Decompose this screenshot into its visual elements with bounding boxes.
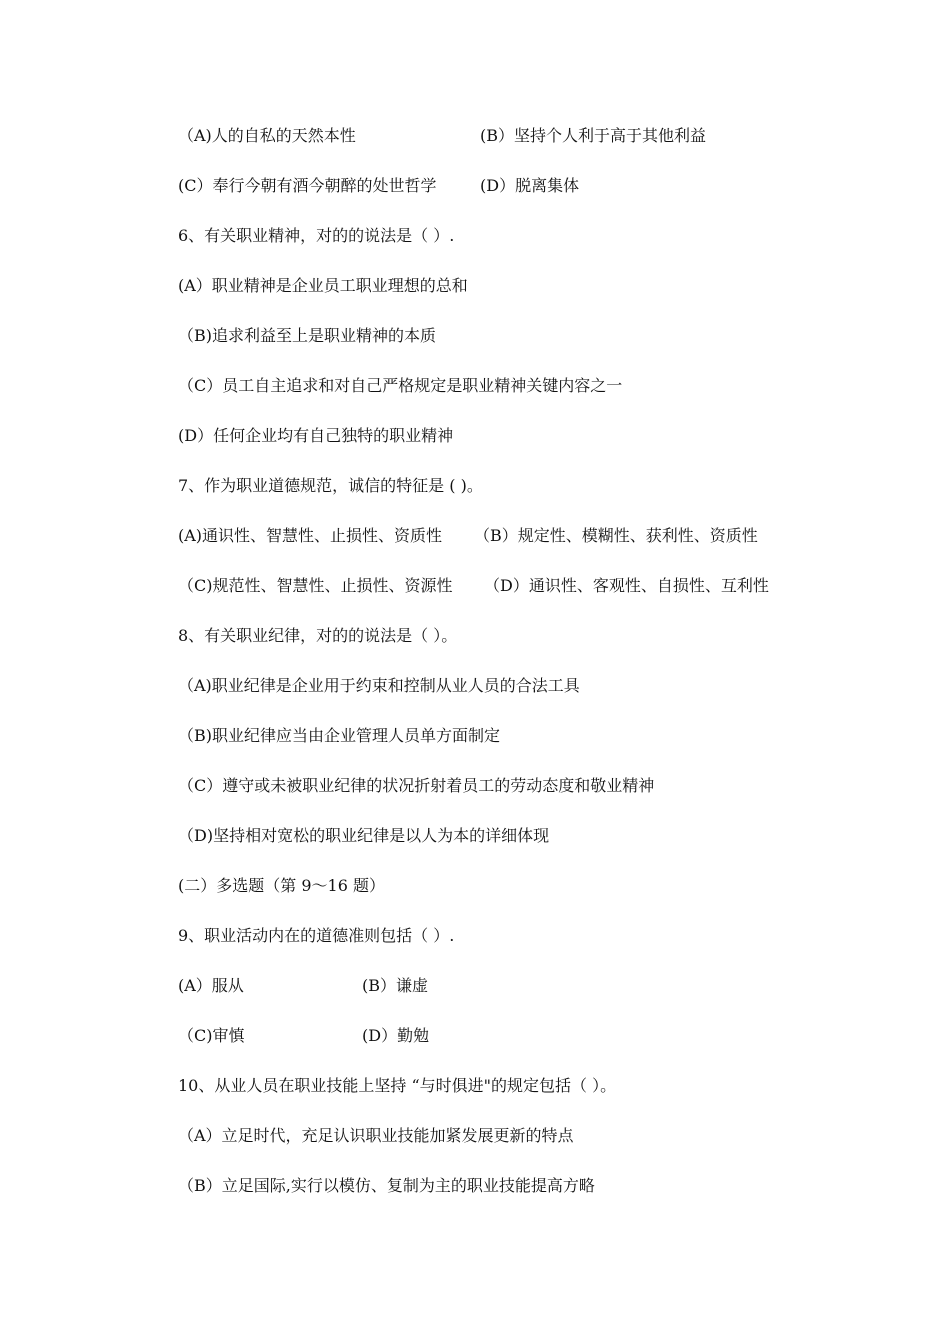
q5-option-a: （A)人的自私的天然本性 (178, 126, 356, 145)
q9-option-a: (A）服从 (178, 976, 244, 995)
q7-option-d: （D）通识性、客观性、自损性、互利性 (484, 576, 769, 595)
q5-option-c: (C）奉行今朝有酒今朝醉的处世哲学 (178, 176, 437, 195)
q7-option-a: (A)通识性、智慧性、止损性、资质性 (178, 526, 443, 545)
q10-option-b: （B）立足国际,实行以模仿、复制为主的职业技能提高方略 (178, 1176, 595, 1195)
q6-option-b: （B)追求利益至上是职业精神的本质 (178, 326, 437, 345)
q7-option-b: （B）规定性、模糊性、获利性、资质性 (474, 526, 758, 545)
section-heading-multiple-choice: (二）多选题（第 9～16 题） (178, 876, 385, 895)
q6-option-a: (A）职业精神是企业员工职业理想的总和 (178, 276, 468, 295)
q8-option-c: （C）遵守或未被职业纪律的状况折射着员工的劳动态度和敬业精神 (178, 776, 655, 795)
q8-option-a: （A)职业纪律是企业用于约束和控制从业人员的合法工具 (178, 676, 580, 695)
q7-option-c: （C)规范性、智慧性、止损性、资源性 (178, 576, 453, 595)
q5-option-d: (D）脱离集体 (480, 176, 580, 195)
q6-option-d: (D）任何企业均有自己独特的职业精神 (178, 426, 454, 445)
q6-question: 6、有关职业精神，对的的说法是（ ）. (178, 226, 455, 245)
q9-option-d: (D）勤勉 (362, 1026, 430, 1045)
q10-question: 10、从业人员在职业技能上坚持 “与时俱进"的规定包括（ ）。 (178, 1076, 617, 1095)
q9-option-c: （C)审慎 (178, 1026, 245, 1045)
q8-question: 8、有关职业纪律，对的的说法是（ ）。 (178, 626, 458, 645)
q7-question: 7、作为职业道德规范，诚信的特征是 ( )。 (178, 476, 483, 495)
q8-option-b: （B)职业纪律应当由企业管理人员单方面制定 (178, 726, 501, 745)
q5-option-b: (B）坚持个人利于高于其他利益 (480, 126, 707, 145)
q10-option-a: （A）立足时代，充足认识职业技能加紧发展更新的特点 (178, 1126, 574, 1145)
q6-option-c: （C）员工自主追求和对自己严格规定是职业精神关键内容之一 (178, 376, 623, 395)
q9-question: 9、职业活动内在的道德准则包括（ ）. (178, 926, 455, 945)
q9-option-b: (B）谦虚 (362, 976, 429, 995)
q8-option-d: （D)坚持相对宽松的职业纪律是以人为本的详细体现 (178, 826, 550, 845)
